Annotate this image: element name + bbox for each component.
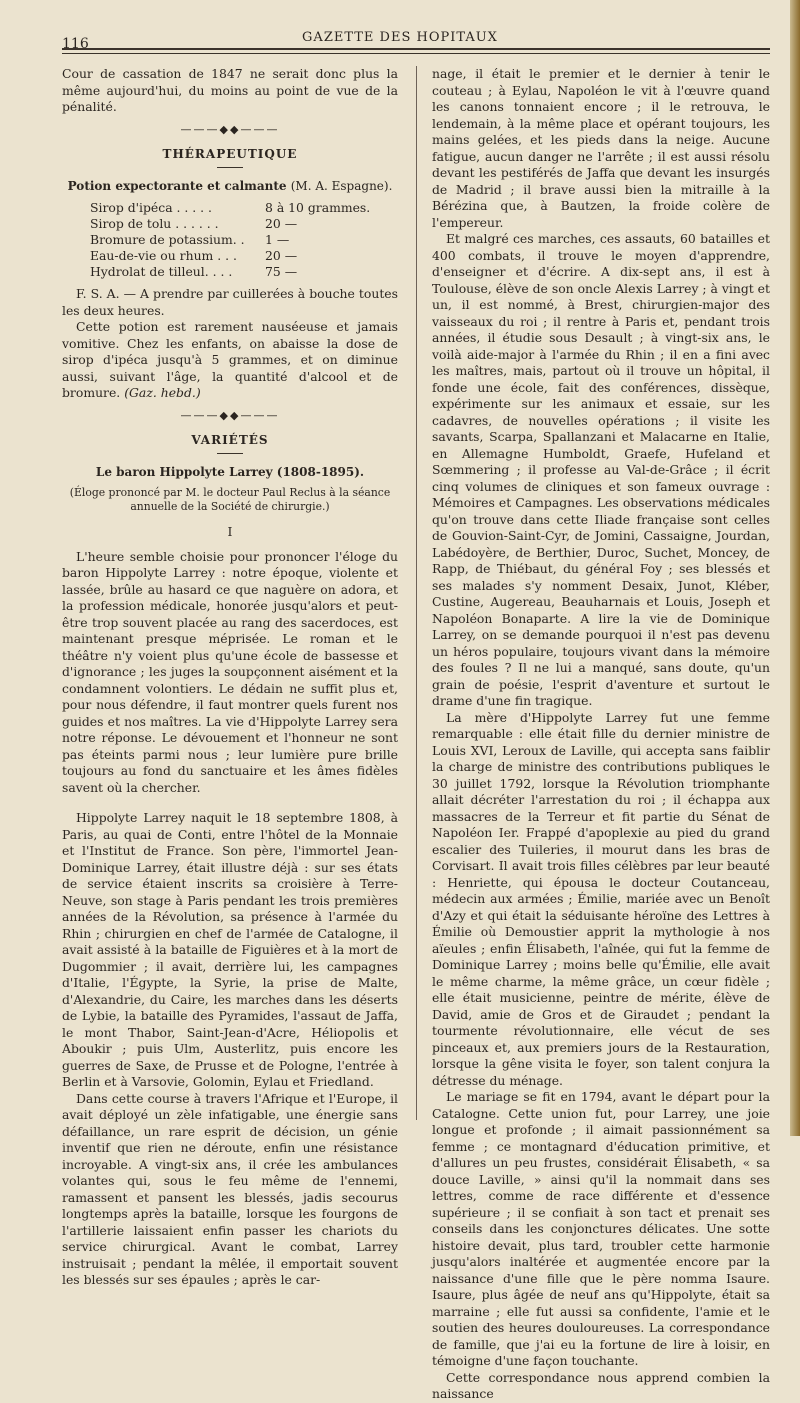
short-rule [217, 453, 243, 454]
ingredient-qty: 75 — [265, 264, 298, 279]
column-divider [416, 66, 417, 1120]
ingredient-row [90, 200, 398, 216]
ingredient-name: Bromure de potassium. . [90, 232, 245, 247]
ingredient-qty: 20 — [265, 216, 298, 231]
intro-paragraph: Cour de cassation de 1847 ne serait donc plus la même aujourd'hui, du moins au point de vue de la pénalité. [62, 66, 398, 114]
recipe-instructions: F. S. A. — A prendre par cuillerées à bouche toutes les deux heures. [62, 286, 398, 318]
ingredient-row [90, 248, 398, 264]
article-paragraph: Cette correspondance nous apprend combien la naissance [432, 1369, 770, 1401]
article-note: (Éloge prononcé par M. le docteur Paul Reclus à la séance annuelle de la Société de chirurgie.) [69, 486, 391, 513]
section-title-varietes: VARIÉTÉS [191, 433, 269, 447]
recipe-title [62, 178, 398, 195]
section-title-therapeutique: THÉRAPEUTIQUE [162, 147, 298, 161]
ingredient-qty: 8 à 10 grammes. [265, 200, 371, 215]
article-paragraph: Le mariage se fit en 1794, avant le départ pour la Catalogne. Cette union fut, pour Larrey, une joie longue et profonde ; il aimait passionnément sa femme ; ce montagnard d'éducation primitive, et d'allures un peu frustes, considérait Élisabeth, « sa douce Laville, » ainsi qu'il la nommait dans ses lettres, comme de race différente et d'essence supérieure ; il se confiait à son tact et prenait ses conseils dans les conjonctures délicates. Une sotte histoire devait, plus tard, troubler cette harmonie jusqu'alors inaltérée et augmentée encore par la naissance d'une fille que le père nomma Isaure. Isaure, plus âgée de neuf ans qu'Hippolyte, était sa marraine ; elle fut aussi sa confidente, l'amie et le soutien des heures douloureuses. La correspondance de famille, que j'ai eu la fortune de lire à loisir, en témoigne d'une façon touchante. [432, 1089, 770, 1368]
recipe-title-text: Potion expectorante et calmante [67, 178, 287, 193]
header-rule-thin [62, 53, 770, 54]
paragraph-gap [62, 796, 398, 810]
ingredient-qty: 1 — [265, 232, 290, 247]
article-paragraph: Dans cette course à travers l'Afrique et l'Europe, il avait déployé un zèle infatigable, une énergie sans défaillance, un rare esprit de décision, un génie inventif que rien ne déroute, enfin une résistance incroyable. A vingt-six ans, il crée les ambulances volantes qui, sous le feu même de l'ennemi, ramassent et pansent les blessés, jadis secourus longtemps après la bataille, lorsque les fourgons de l'artillerie laissaient enfin passer les chariots du service chirurgical. Avant le combat, Larrey instruisait ; pendant la mêlée, il emportait souvent les blessés sur ses épaules ; après le car- [62, 1090, 398, 1287]
ornament-divider: ———◆◆——— [180, 122, 280, 136]
ingredient-name: Sirop de tolu . . . . . . [90, 216, 219, 231]
article-paragraph: Hippolyte Larrey naquit le 18 septembre 1808, à Paris, au quai de Conti, entre l'hôtel de la Monnaie et l'Institut de France. Son père, l'immortel Jean-Dominique Larrey, était illustre déjà : sur ses états de service étaient inscrits sa croisière à Terre-Neuve, son stage à Paris pendant les trois premières années de la Révolution, sa présence à l'armée du Rhin ; chirurgien en chef de l'armée de Catalogne, il avait assisté à la bataille de Figuières et à la mort de Dugommier ; il avait, derrière lui, les campagnes d'Italie, l'Égypte, la Syrie, la prise de Malte, d'Alexandrie, du Caire, les marches dans les déserts de Lybie, la bataille des Pyramides, l'assaut de Jaffa, le mont Thabor, Saint-Jean-d'Acre, Héliopolis et Aboukir ; puis Ulm, Austerlitz, puis encore les guerres de Saxe, de Prusse et de Pologne, l'entrée à Berlin et à Varsovie, Golomin, Eylau et Friedland. [62, 810, 398, 1089]
recipe-notes-text: Cette potion est rarement nauséeuse et jamais vomitive. Chez les enfants, on abaisse la dose de sirop d'ipéca jusqu'à 5 grammes, et on diminue aussi, suivant l'âge, la quantité d'alcool et de bromure. [62, 319, 398, 400]
ingredient-name: Eau-de-vie ou rhum . . . [90, 248, 237, 263]
ingredient-name: Sirop d'ipéca . . . . . [90, 200, 212, 215]
article-paragraph: Et malgré ces marches, ces assauts, 60 batailles et 400 combats, il trouve le moyen d'apprendre, d'enseigner et d'écrire. A dix-sept ans, il est à Toulouse, élève de son oncle Alexis Larrey ; à vingt et un, il est nommé, à Brest, chirurgien-major des vaisseaux du roi ; il rentre à Paris et, pendant trois années, il étudie sous Desault ; à vingt-six ans, le voilà aide-major à l'armée du Rhin ; il en a fini avec les maîtres, mais, partout où il trouve un hôpital, il fonde une école, fait des conférences, dissèque, expérimente sur les animaux et essaie, sur les cadavres, de nouvelles opérations ; il visite les savants, Scarpa, Spallanzani et Malacarne en Italie, en Allemagne Humboldt, Graefe, Hufeland et Sœmmering ; il professe au Val-de-Grâce ; il écrit cinq volumes de cliniques et son fameux ouvrage : Mémoires et Campagnes. Les observations médicales qu'on trouve dans cette Iliade française sont celles de Gouvion-Saint-Cyr, de Jomini, Cassaigne, Jourdan, Labédoyère, de Berthier, Duroc, Suchet, Moncey, de Rapp, de Thiébaut, du général Foy ; ses blessés et ses malades s'y nomment Desaix, Junot, Kléber, Custine, Augereau, Beauharnais et Louis, Joseph et Napoléon Bonaparte. A lire la vie de Dominique Larrey, on se demande pourquoi il n'est pas devenu un héros populaire, toujours vivant dans la mémoire des foules ? Il ne lui a manqué, sans doute, qu'un grain de poésie, l'esprit d'aventure et surtout le drame d'une fin tragique. [432, 231, 770, 708]
ingredient-row [90, 216, 398, 232]
ingredient-qty: 20 — [265, 248, 298, 263]
ingredient-row [90, 232, 398, 248]
ingredient-list [90, 200, 398, 280]
article-paragraph: nage, il était le premier et le dernier à tenir le couteau ; à Eylau, Napoléon le vit à l'œuvre quand les canons tonnaient encore ; il le retrouva, le lendemain, à la même place et opérant toujours, les mains gelées, et les pieds dans la neige. Aucune fatigue, aucun danger ne l'arrête ; il est aussi résolu devant les pestiférés de Jaffa que devant les insurgés de Madrid ; il brave aussi bien la mitraille à la Bérézina que, à Bautzen, la froide colère de l'empereur. [432, 66, 770, 230]
article-paragraph: La mère d'Hippolyte Larrey fut une femme remarquable : elle était fille du dernier ministre de Louis XVI, Leroux de Laville, qui accepta sans faiblir la charge de ministre des contributions publiques le 30 juillet 1792, lorsque la Révolution triomphante allait décréter l'arrestation du roi ; il échappa aux massacres de la Terreur et fit partie du Sénat de Napoléon Ier. Frappé d'apoplexie au pied du grand escalier des Tuileries, il mourut dans les bras de Corvisart. Il avait trois filles célèbres par leur beauté : Henriette, qui épousa le docteur Coutanceau, médecin aux armées ; Émilie, mariée avec un Benoît d'Azy et qui était la séduisante héroïne des Lettres à Émilie où Demoustier apprit la mythologie à nos aïeules ; enfin Élisabeth, l'aînée, qui fut la femme de Dominique Larrey ; moins belle qu'Émilie, elle avait le même charme, la même grâce, un cœur fidèle ; elle était musicienne, peintre de mérite, élève de David, amie de Gros et de Giraudet ; pendant la tourmente révolutionnaire, elle vécut de ses pinceaux et, aux premiers jours de la Restauration, lorsque la gêne visita le foyer, son talent conjura la détresse du ménage. [432, 709, 770, 1088]
page-number: 116 [62, 36, 89, 52]
ingredient-name: Hydrolat de tilleul. . . . [90, 264, 233, 279]
header-rule [62, 48, 770, 50]
ingredient-row [90, 264, 398, 280]
recipe-source: (Gaz. hebd.) [124, 385, 201, 400]
article-title: Le baron Hippolyte Larrey (1808-1895). [95, 464, 365, 479]
recipe-author: (M. A. Espagne). [290, 178, 393, 193]
ornament-divider: ———◆◆——— [180, 408, 280, 422]
right-column [432, 66, 770, 1403]
recipe-notes [62, 319, 398, 402]
page-edge [790, 0, 800, 1136]
chapter-number: I [227, 524, 233, 539]
left-column [62, 66, 398, 1289]
article-paragraph: L'heure semble choisie pour prononcer l'éloge du baron Hippolyte Larrey : notre époque, violente et lassée, brûle au hasard ce que naguère on adora, et la profession médicale, honorée jusqu'alors et peut-être trop souvent placée au rang des sacerdoces, est maintenant presque méprisée. Le roman et le théâtre n'y voient plus qu'une école de bassesse et d'ignorance ; les juges la soupçonnent aisément et la condamnent volontiers. Le dédain ne suffit plus et, pour nous défendre, il faut montrer quels furent nos guides et nos maîtres. La vie d'Hippolyte Larrey sera notre réponse. Le dévouement et l'honneur ne sont pas éteints parmi nous ; leur lumière pure brille toujours au fond du sanctuaire et les âmes fidèles savent où la chercher. [62, 548, 398, 795]
running-title: GAZETTE DES HOPITAUX [302, 30, 498, 45]
short-rule [217, 167, 243, 168]
